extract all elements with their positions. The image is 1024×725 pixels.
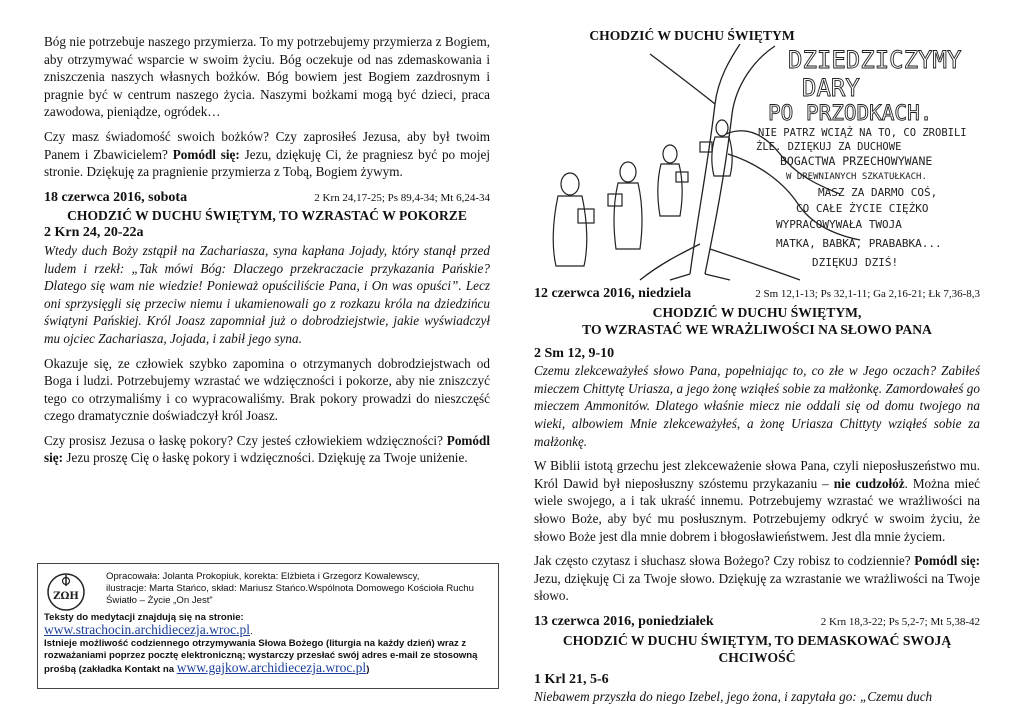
scripture-reference: 2 Sm 12, 9-10 xyxy=(534,345,615,361)
credits-line: ilustracje: Marta Stańco, skład: Mariusz Stańco.Wspólnota Domowego Kościoła Ruchu xyxy=(106,583,474,594)
pray-label: Pomódl się: xyxy=(914,553,980,569)
day-refs: 2 Krn 24,17-25; Ps 89,4-34; Mt 6,24-34 xyxy=(314,191,490,204)
figures-drawing xyxy=(553,120,732,266)
intro-paragraph: Bóg nie potrzebuje naszego przymierza. To my potrzebujemy przymierza z Bogiem, aby otrzymywać wsparcie w swoim życiu. Bóg oczekuje od nas zdemaskowania i zniszczenia naszych własnych bożków. Bóg bowiem jest Bogiem zazdrosnym i pragnie być w centrum naszego życia. Naszymi bożkami mogą być dzieci, praca zawodowa, pieniądze, ogródek… xyxy=(44,34,490,120)
right-column xyxy=(534,285,980,706)
link-suffix: . xyxy=(250,626,253,637)
credits-line: Opracowała: Jolanta Prokopiuk, korekta: Elżbieta i Grzegorz Kowalewscy, xyxy=(106,571,420,582)
subscribe-info xyxy=(44,638,496,676)
commentary xyxy=(534,457,980,545)
caption-line: WYPRACOWYWAŁA TWOJA xyxy=(776,218,902,231)
pray-label: Pomódl się: xyxy=(44,432,490,466)
question: Jak często czytasz i słuchasz słowa Bożego? Czy robisz to codziennie? xyxy=(534,553,911,569)
left-column xyxy=(44,33,490,467)
footer-info xyxy=(44,612,496,676)
scripture-text: Czemu zlekceważyłeś słowo Pana, popełniając to, co złe w Jego oczach? Zabiłeś mieczem Chittytę Uriasza, a jego żonę wziąłeś sobie za małżonkę. Zamordowałeś go mieczem Ammonitów. Dlatego właśnie miecz nie oddali się od domu twojego na wieki, albowiem Mnie zlekceważyłeś, a żonę Uriasza Chittyty wziąłeś sobie za małżonkę. xyxy=(534,363,980,449)
caption-line: DZIEDZICZYMY xyxy=(788,46,962,74)
day-date: 18 czerwca 2016, sobota xyxy=(44,189,188,205)
day-refs: 2 Krn 18,3-22; Ps 5,2-7; Mt 5,38-42 xyxy=(820,615,980,628)
question-paragraph xyxy=(44,432,490,467)
community-logo xyxy=(46,572,86,612)
caption-line: BOGACTWA PRZECHOWYWANE xyxy=(780,154,933,168)
subscribe-text: Istnieje możliwość codziennego otrzymywania Słowa Bożego (liturgia na każdy dzień) wraz z rozważaniami poprzez pocztę elektroniczną; wystarczy przesłać swój adres e-mail ze stosowną prośbą (zakładka Kontakt na xyxy=(44,638,478,675)
day-refs: 2 Sm 12,1-13; Ps 32,1-11; Ga 2,16-21; Łk 7,36-8,3 xyxy=(755,288,980,300)
link-suffix: ) xyxy=(366,664,370,675)
logo-text: ΖΩΗ xyxy=(53,591,79,602)
day-heading: TO WZRASTAĆ WE WRAŻLIWOŚCI NA SŁOWO PANA xyxy=(582,321,932,337)
credits-line: Światło – Życie „On Jest” xyxy=(106,595,213,606)
prayer-text: Jezu, dziękuję Ci, że pragniesz być po mojej stronie. Dziękuję za pragnienie przymierza z Tobą, Bogiem żywym. xyxy=(44,146,491,180)
day-heading: CHODZIĆ W DUCHU ŚWIĘTYM, TO WZRASTAĆ W POKORZE xyxy=(67,208,467,224)
pray-label: Pomódl się: xyxy=(172,146,240,162)
day-heading: CHODZIĆ W DUCHU ŚWIĘTYM, TO DEMASKOWAĆ SWOJĄ xyxy=(562,632,952,648)
commentary: Okazuje się, ze człowiek szybko zapomina o otrzymanych dobrodziejstwach od Boga i ludzi. Potrzebujemy wzrastać we wdzięczności i pokorze, aby nie zniszczyć tego co otrzymaliśmy i co wypracowaliśmy. Brak pokory prowadzi do nieszczęść czego dramatycznie doświadczył król Joasz. xyxy=(44,355,490,424)
footer-box xyxy=(37,563,499,689)
commandment: nie cudzołóż xyxy=(833,475,905,491)
intro-question-paragraph xyxy=(44,128,490,181)
question-paragraph xyxy=(534,552,980,605)
scripture-reference: 2 Krn 24, 20-22a xyxy=(44,225,144,241)
scripture-text: Wtedy duch Boży zstąpił na Zachariasza, syna kapłana Jojady, który stanął przed ludem i rzekł: „Tak mówi Bóg: Dlaczego przekraczacie przykazania Pańskie? Dlatego się wam nie wiedzie! Ponieważ opuściliście Pana, i On was opuści”. Lecz oni sprzysięgli się przeciw niemu i ukamienowali go z rozkazu króla na dziedzińcu świątyni Pańskiej. Król Joasz zapomniał już o dobrodziejstwie, jakie wyświadczył mu ojciec Zachariasza, Jojada, i zabił jego syna. xyxy=(44,242,490,346)
caption-line: W DREWNIANYCH SZKATUŁKACH. xyxy=(786,172,927,182)
illustration-ancestors-tree xyxy=(540,44,980,282)
prayer-text: Jezu, dziękuję Ci za Twoje słowo. Dziękuję za wzrastanie we wrażliwości na Twoje słowo. xyxy=(534,570,980,604)
caption-line: MATKA, BABKA, PRABABKA... xyxy=(776,237,942,250)
caption-line: ŹLE. DZIĘKUJ ZA DUCHOWE xyxy=(756,141,902,153)
day-date: 13 czerwca 2016, poniedziałek xyxy=(534,613,714,629)
question: Czy prosisz Jezusa o łaskę pokory? Czy jesteś człowiekiem wdzięczności? xyxy=(44,432,443,448)
strachocin-link[interactable]: www.strachocin.archidiecezja.wroc.pl xyxy=(44,622,251,637)
caption-line: NIE PATRZ WCIĄŻ NA TO, CO ZROBILI xyxy=(758,127,967,139)
handwritten-captions xyxy=(756,46,967,269)
intro-question: Czy masz świadomość swoich bożków? Czy zaprosiłeś Jezusa, aby był twoim Panem i Zbawicielem? xyxy=(44,128,490,162)
day-date: 12 czerwca 2016, niedziela xyxy=(534,286,692,301)
caption-line: CO CAŁE ŻYCIE CIĘŻKO xyxy=(796,202,929,215)
caption-line: PO PRZODKACH. xyxy=(768,101,933,125)
caption-line: MASZ ZA DARMO COŚ, xyxy=(818,186,938,199)
caption-line: DARY xyxy=(802,74,860,102)
caption-line: DZIĘKUJ DZIŚ! xyxy=(812,256,899,269)
commentary-text: . Można mieć wiele swojego, a i tak ukraść innemu. Potrzebujemy wzrastać we wrażliwości na słowo Boże, aby być mu posłusznym. Potrzebujemy odkryć w swoim życiu, że słowo Boże jest dla mnie dobrem i błogosławieństwem. Jest dla mnie życiem. xyxy=(534,475,981,544)
day-header xyxy=(44,189,490,208)
credits xyxy=(106,571,492,607)
day-heading: CHODZIĆ W DUCHU ŚWIĘTYM, xyxy=(652,304,862,320)
scripture-text: Niebawem przyszła do niego Izebel, jego żona, i zapytała go: „Czemu duch xyxy=(534,689,933,705)
day-heading: CHCIWOŚĆ xyxy=(718,649,796,665)
day-header xyxy=(534,285,980,304)
prayer-text: Jezu proszę Cię o łaskę pokory i wdzięczności. Dziękuję za Twoje uniżenie. xyxy=(63,450,468,466)
page-heading: CHODZIĆ W DUCHU ŚWIĘTYM xyxy=(589,28,795,43)
gajkow-link[interactable]: www.gajkow.archidiecezja.wroc.pl xyxy=(176,660,367,675)
scripture-reference: 1 Krl 21, 5-6 xyxy=(534,671,609,687)
commentary-text: W Biblii istotą grzechu jest zlekceważenie słowa Pana, czyli nieposłuszeństwo mu. Król Dawid był nieposłuszny szóstemu przykazaniu – xyxy=(534,458,980,491)
texts-label: Teksty do medytacji znajdują się na stronie: xyxy=(44,612,244,623)
day-header xyxy=(534,613,980,632)
